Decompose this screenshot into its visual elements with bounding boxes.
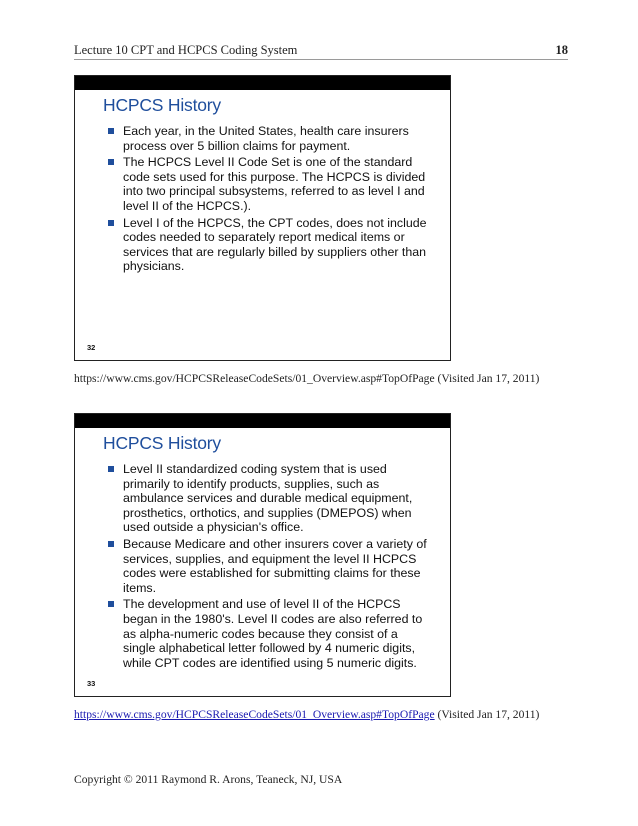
slide-top-bar: [75, 414, 450, 428]
copyright-footer: Copyright © 2011 Raymond R. Arons, Teaneck, NJ, USA: [74, 773, 343, 786]
source-citation: [74, 708, 539, 721]
bullet-item: [105, 155, 428, 213]
bullet-text: The HCPCS Level II Code Set is one of the standard code sets used for this purpose. The HCPCS is divided into two principal subsystems, referred to as level I and level II of the HCPCS.).: [123, 155, 426, 213]
source-note: (Visited Jan 17, 2011): [434, 708, 540, 721]
bullet-text: The development and use of level II of the HCPCS began in the 1980's. Level II codes are also referred to as alpha-numeric codes because they consist of a single alphabetical letter followed by 4 numeric digits, while CPT codes are identified using 5 numeric digits.: [123, 597, 423, 670]
square-bullet-icon: [108, 220, 114, 226]
header-title: Lecture 10 CPT and HCPCS Coding System: [74, 43, 298, 57]
page-header: [74, 43, 568, 60]
slide-top-bar: [75, 76, 450, 90]
source-url: https://www.cms.gov/HCPCSReleaseCodeSets/01_Overview.asp#TopOfPage: [74, 372, 435, 385]
source-citation: [74, 372, 539, 385]
square-bullet-icon: [108, 128, 114, 134]
bullet-item: [105, 462, 428, 535]
slide-title: HCPCS History: [103, 433, 221, 453]
square-bullet-icon: [108, 466, 114, 472]
slide-number: 33: [87, 679, 96, 688]
bullet-item: [105, 124, 428, 153]
slide-title: HCPCS History: [103, 95, 221, 115]
source-link[interactable]: https://www.cms.gov/HCPCSReleaseCodeSets/01_Overview.asp#TopOfPage: [74, 708, 435, 721]
square-bullet-icon: [108, 541, 114, 547]
square-bullet-icon: [108, 601, 114, 607]
source-note: (Visited Jan 17, 2011): [434, 372, 540, 385]
bullet-list: [105, 462, 428, 672]
bullet-list: [105, 124, 428, 276]
bullet-item: [105, 597, 428, 670]
bullet-text: Each year, in the United States, health care insurers process over 5 billion claims for payment.: [123, 124, 409, 153]
page-number: 18: [555, 43, 568, 57]
bullet-text: Level I of the HCPCS, the CPT codes, does not include codes needed to separately report medical items or services that are regularly billed by suppliers other than physicians.: [123, 215, 427, 274]
slide-32: [74, 75, 451, 361]
bullet-item: [105, 537, 428, 595]
slide-33: [74, 413, 451, 697]
square-bullet-icon: [108, 159, 114, 165]
slide-number: 32: [87, 343, 96, 352]
bullet-item: [105, 216, 428, 274]
bullet-text: Because Medicare and other insurers cover a variety of services, supplies, and equipment the level II HCPCS codes were established for submitting claims for these items.: [123, 536, 427, 595]
bullet-text: Level II standardized coding system that is used primarily to identify products, supplies, such as ambulance services and durable medical equipment, prosthetics, orthotics, and supplies (DMEPOS) when used outside a physician's office.: [123, 462, 413, 535]
